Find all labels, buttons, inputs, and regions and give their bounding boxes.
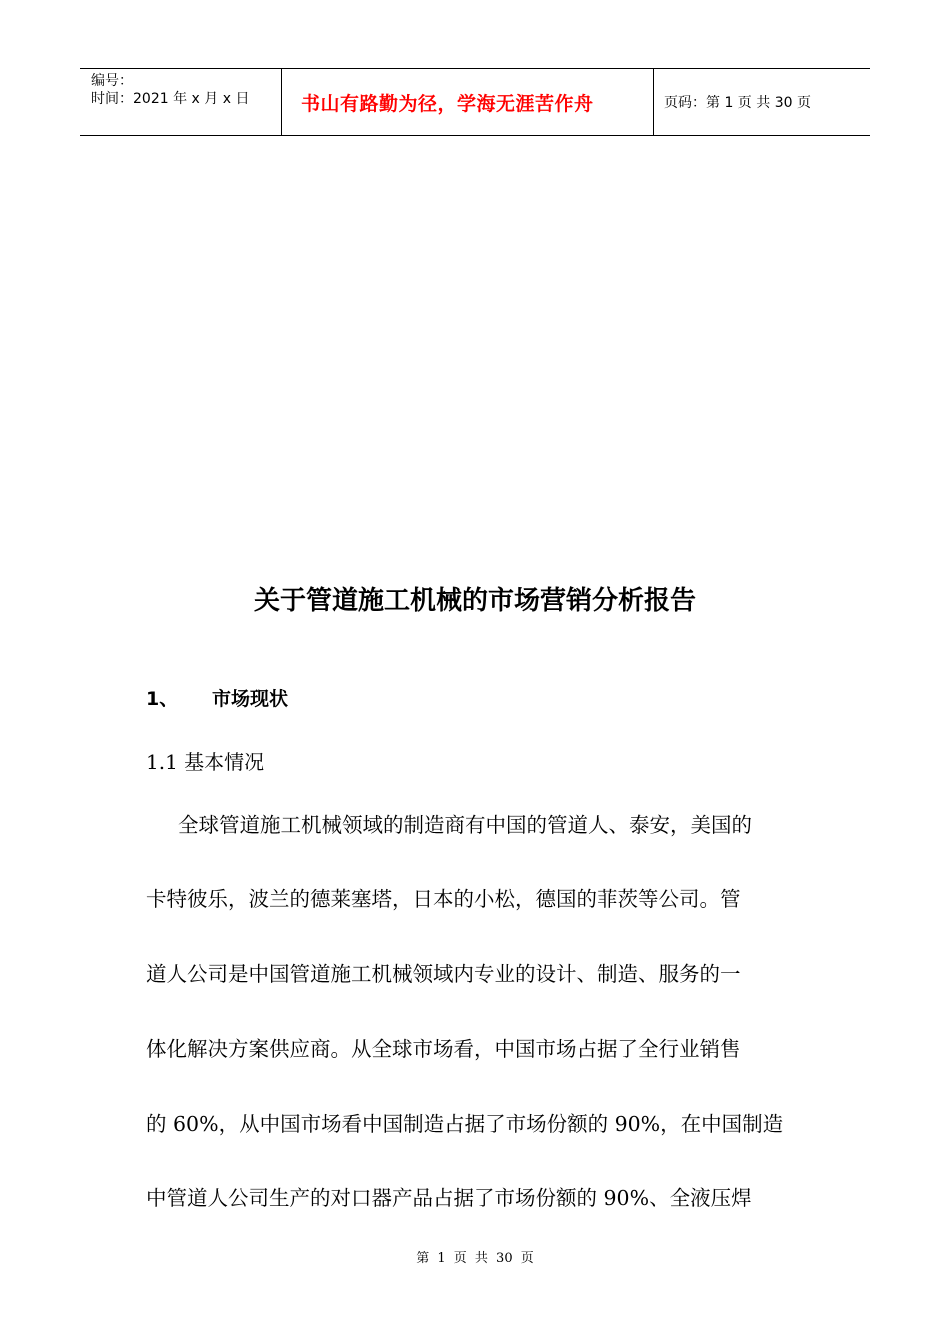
document-title: 关于管道施工机械的市场营销分析报告 (253, 586, 696, 616)
body-line: 中管道人公司生产的对口器产品占据了市场份额的 90%、全液压焊 (146, 1186, 752, 1210)
body-line: 的 60%，从中国市场看中国制造占据了市场份额的 90%，在中国制造 (146, 1112, 784, 1136)
document-number-label: 编号： (91, 73, 133, 89)
body-line: 全球管道施工机械领域的制造商有中国的管道人、泰安，美国的 (178, 813, 752, 837)
header-page-info: 页码：第 1 页 共 30 页 (664, 95, 811, 111)
body-line: 体化解决方案供应商。从全球市场看，中国市场占据了全行业销售 (146, 1037, 741, 1061)
subsection-heading: 1.1 基本情况 (146, 750, 265, 774)
body-line: 道人公司是中国管道施工机械领域内专业的设计、制造、服务的一 (146, 962, 741, 986)
page-footer: 第 1 页 共 30 页 (416, 1251, 534, 1266)
header-meta (80, 69, 281, 135)
document-date: 时间：2021 年 x 月 x 日 (91, 91, 250, 107)
section-heading (146, 684, 288, 711)
section-label: 市场现状 (212, 688, 289, 710)
header-table (80, 68, 870, 136)
body-line: 卡特彼乐，波兰的德莱塞塔，日本的小松，德国的菲茨等公司。管 (146, 887, 741, 911)
header-motto: 书山有路勤为径，学海无涯苦作舟 (281, 69, 654, 135)
section-number: 1、 (146, 688, 179, 710)
